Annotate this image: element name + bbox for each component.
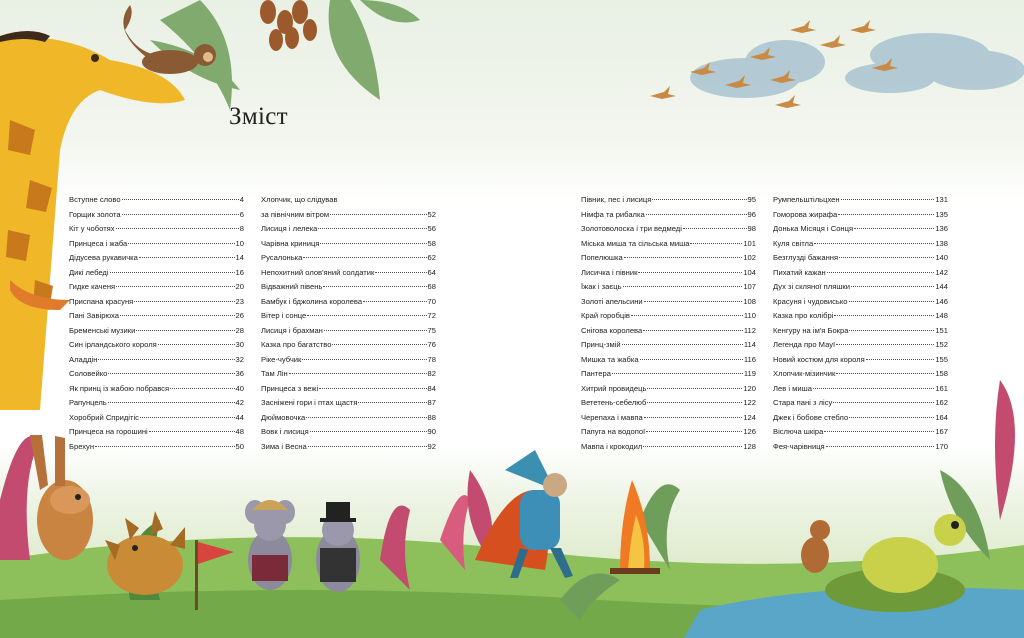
toc-entry-page: 58 <box>427 238 436 248</box>
toc-column-3 <box>581 195 756 456</box>
toc-entry-title: Німфа та рибалка <box>581 209 645 219</box>
toc-entry-title: Брехун <box>69 441 95 451</box>
toc-entry-page: 144 <box>935 282 948 291</box>
toc-entry-page: 135 <box>935 209 948 219</box>
toc-entry[interactable] <box>581 442 756 457</box>
toc-leader-dots <box>826 446 935 447</box>
toc-entry-title: Хоробрий Спридітіс <box>69 412 139 422</box>
toc-entry[interactable] <box>773 297 948 312</box>
toc-entry[interactable] <box>581 195 756 210</box>
toc-entry-page: 87 <box>427 398 436 407</box>
toc-entry-title: Лисичка і півник <box>581 267 638 277</box>
toc-entry-title: Міська миша та сільська миша <box>581 238 690 248</box>
toc-entry-title: Лев і миша <box>773 383 812 393</box>
toc-entry-page: 96 <box>747 209 756 219</box>
toc-leader-dots <box>824 431 934 432</box>
toc-entry-title: Куля світла <box>773 238 814 248</box>
toc-entry[interactable] <box>261 297 436 312</box>
toc-entry-title: Соловейко <box>69 369 108 378</box>
toc-leader-dots <box>332 344 426 345</box>
toc-entry-page: 161 <box>935 383 948 393</box>
toc-entry[interactable] <box>773 398 948 413</box>
toc-leader-dots <box>324 330 427 331</box>
toc-entry-title: Дух зі скляної пляшки <box>773 282 850 291</box>
toc-entry[interactable] <box>773 210 948 225</box>
toc-entry[interactable] <box>773 311 948 326</box>
toc-entry-page: 148 <box>935 311 948 320</box>
toc-entry-page: 101 <box>743 238 756 248</box>
toc-entry[interactable] <box>581 340 756 355</box>
toc-entry-page: 52 <box>427 209 436 219</box>
toc-entry-title: Горщик золота <box>69 209 121 219</box>
toc-entry-page: 64 <box>427 267 436 277</box>
toc-leader-dots <box>136 330 234 331</box>
toc-leader-dots <box>149 431 235 432</box>
toc-entry-page: 78 <box>427 354 436 364</box>
hedgehog-icon <box>105 511 185 595</box>
toc-entry[interactable] <box>773 442 948 457</box>
toc-entry-title: Стара пані з лісу <box>773 398 833 407</box>
toc-entry-title: Непохитний олов'яний солдатик <box>261 267 375 277</box>
toc-entry-page: 162 <box>935 398 948 407</box>
toc-entry[interactable] <box>773 340 948 355</box>
toc-leader-dots <box>839 257 934 258</box>
toc-leader-dots <box>323 286 426 287</box>
toc-leader-dots <box>122 199 239 200</box>
toc-entry-page: 158 <box>935 369 948 378</box>
toc-entry-title: Син ірландського короля <box>69 340 157 349</box>
toc-entry[interactable] <box>69 311 244 326</box>
toc-entry-title: Донька Місяця і Сонця <box>773 224 854 233</box>
toc-entry[interactable] <box>69 195 244 210</box>
toc-entry-page: 131 <box>935 195 948 204</box>
toc-entry[interactable] <box>69 282 244 297</box>
toc-leader-dots <box>624 257 743 258</box>
toc-entry-title: Золотоволоска і три ведмеді <box>581 224 682 233</box>
toc-entry-page: 56 <box>427 224 436 233</box>
toc-entry-page: 42 <box>235 398 244 407</box>
toc-entry-page: 151 <box>935 325 948 335</box>
toc-entry-page: 167 <box>935 427 948 436</box>
toc-entry-page: 75 <box>427 325 436 335</box>
toc-leader-dots <box>841 199 935 200</box>
toc-entry[interactable] <box>581 413 756 428</box>
toc-entry-title: Казка про багатство <box>261 340 332 349</box>
toc-leader-dots <box>644 301 743 302</box>
toc-entry[interactable] <box>261 413 436 428</box>
toc-entry-page: 4 <box>239 195 244 204</box>
toc-entry[interactable] <box>261 340 436 355</box>
toc-leader-dots <box>836 344 934 345</box>
toc-entry-title: Папуга на водопої <box>581 427 646 436</box>
toc-entry[interactable] <box>261 442 436 457</box>
toc-entry[interactable] <box>581 282 756 297</box>
toc-entry-page: 98 <box>747 224 756 233</box>
toc-leader-dots <box>849 417 934 418</box>
toc-entry-title: Лисиця і лелека <box>261 224 318 233</box>
toc-entry[interactable] <box>261 427 436 442</box>
toc-entry-title: Золоті апельсини <box>581 296 643 306</box>
toc-entry-title: Дюймовочка <box>261 412 306 422</box>
toc-leader-dots <box>640 359 743 360</box>
toc-leader-dots <box>110 272 235 273</box>
toc-entry-title: Хитрий провидець <box>581 383 647 393</box>
toc-entry[interactable] <box>69 297 244 312</box>
toc-leader-dots <box>358 402 426 403</box>
toc-leader-dots <box>638 272 742 273</box>
toc-leader-dots <box>622 344 743 345</box>
toc-entry-title: Ріке-чубчик <box>261 354 302 364</box>
toc-entry-page: 90 <box>427 427 436 436</box>
toc-entry-page: 30 <box>235 340 244 349</box>
toc-entry-title: Приспана красуня <box>69 296 134 306</box>
toc-entry-page: 108 <box>743 296 756 306</box>
toc-entry-page: 124 <box>743 412 756 422</box>
toc-column-4 <box>773 195 948 456</box>
toc-entry-title: Лисиця і брахман <box>261 325 323 335</box>
toc-leader-dots <box>108 373 234 374</box>
toc-leader-dots <box>866 359 935 360</box>
toc-leader-dots <box>139 257 235 258</box>
toc-entry[interactable] <box>773 355 948 370</box>
toc-leader-dots <box>851 286 934 287</box>
toc-leader-dots <box>849 330 934 331</box>
toc-entry[interactable] <box>69 224 244 239</box>
toc-entry-title: Гоморова жирафа <box>773 209 838 219</box>
toc-entry-page: 48 <box>235 427 244 436</box>
toc-entry-title: Принц-змій <box>581 340 621 349</box>
toc-entry-title: Фея-чарівниця <box>773 441 825 451</box>
toc-entry-title: Легенда про Мауї <box>773 340 836 349</box>
toc-entry-page: 28 <box>235 325 244 335</box>
toc-entry[interactable] <box>261 253 436 268</box>
toc-leader-dots <box>116 286 234 287</box>
toc-entry-title: Півник, пес і лисиця <box>581 195 652 204</box>
toc-entry[interactable] <box>773 384 948 399</box>
toc-entry-page: 8 <box>239 224 244 233</box>
toc-entry-page: 110 <box>743 311 756 320</box>
toc-entry-title: Вступне слово <box>69 195 121 204</box>
toc-entry[interactable] <box>261 355 436 370</box>
toc-leader-dots <box>170 388 234 389</box>
toc-entry-title: Бременські музики <box>69 325 136 335</box>
toc-leader-dots <box>375 272 426 273</box>
toc-entry-page: 62 <box>427 253 436 262</box>
monkey-right-icon <box>801 520 830 573</box>
toc-leader-dots <box>128 243 234 244</box>
toc-entry[interactable] <box>773 195 948 210</box>
toc-leader-dots <box>122 214 239 215</box>
toc-entry-title: Пані Завірюха <box>69 311 119 320</box>
toc-column-1 <box>69 195 244 456</box>
toc-entry-title: Принцеса з вежі <box>261 383 319 393</box>
toc-entry-page: 102 <box>743 253 756 262</box>
toc-leader-dots <box>631 315 743 316</box>
toc-entry-title: Кіт у чоботях <box>69 224 115 233</box>
toc-leader-dots <box>330 214 426 215</box>
toc-entry-title: Вітер і сонце <box>261 311 307 320</box>
toc-entry[interactable] <box>69 355 244 370</box>
toc-entry[interactable] <box>69 427 244 442</box>
toc-leader-dots <box>833 402 934 403</box>
toc-leader-dots <box>95 446 234 447</box>
toc-entry[interactable] <box>773 282 948 297</box>
toc-entry[interactable] <box>581 355 756 370</box>
toc-entry-page: 76 <box>427 340 436 349</box>
toc-entry-page: 152 <box>935 340 948 349</box>
toc-leader-dots <box>303 257 426 258</box>
toc-entry-title: Дідусева рукавичка <box>69 253 138 262</box>
toc-entry-title: Красуня і чудовисько <box>773 296 848 306</box>
toc-leader-dots <box>623 286 743 287</box>
toc-leader-dots <box>158 344 235 345</box>
toc-leader-dots <box>612 373 743 374</box>
toc-leader-dots <box>319 388 426 389</box>
toc-entry-page: 92 <box>427 441 436 451</box>
toc-leader-dots <box>813 388 934 389</box>
toc-entry-title: Чарівна криниця <box>261 238 320 248</box>
toc-column-2 <box>261 195 436 456</box>
toc-entry-page: 116 <box>743 354 756 364</box>
toc-entry-page: 107 <box>743 282 756 291</box>
toc-entry-page: 120 <box>743 383 756 393</box>
toc-leader-dots <box>854 228 934 229</box>
toc-entry[interactable] <box>69 340 244 355</box>
toc-entry[interactable] <box>261 239 436 254</box>
toc-leader-dots <box>683 228 747 229</box>
toc-entry[interactable] <box>69 326 244 341</box>
toc-entry-title: Хлопчик-мізинчик <box>773 369 836 378</box>
toc-entry-title: Там Лін <box>261 369 288 378</box>
toc-entry-title: Снігова королева <box>581 325 643 335</box>
toc-entry[interactable] <box>261 398 436 413</box>
toc-entry[interactable] <box>581 369 756 384</box>
toc-entry[interactable] <box>261 195 436 210</box>
toc-entry[interactable] <box>69 398 244 413</box>
toc-entry[interactable] <box>581 239 756 254</box>
toc-entry-title: Пантера <box>581 369 611 378</box>
toc-entry[interactable] <box>581 427 756 442</box>
toc-leader-dots <box>836 373 934 374</box>
toc-entry[interactable] <box>69 210 244 225</box>
toc-entry-page: 40 <box>235 383 244 393</box>
toc-entry-page: 146 <box>935 296 948 306</box>
toc-entry-page: 142 <box>935 267 948 277</box>
toc-entry-title: Кенгуру на ім'я Бокра <box>773 325 849 335</box>
toc-entry[interactable] <box>773 239 948 254</box>
date-palm-icon <box>260 0 317 51</box>
toc-entry-page: 10 <box>235 238 244 248</box>
toc-entry-page: 50 <box>235 441 244 451</box>
toc-entry-title: Аладдін <box>69 354 98 364</box>
toc-entry-page: 164 <box>935 412 948 422</box>
toc-leader-dots <box>320 243 426 244</box>
toc-leader-dots <box>120 315 235 316</box>
toc-entry[interactable] <box>69 268 244 283</box>
toc-entry[interactable] <box>261 384 436 399</box>
toc-leader-dots <box>289 373 427 374</box>
toc-entry-title: Бамбук і бджолина королева <box>261 296 363 306</box>
toc-entry[interactable] <box>261 369 436 384</box>
toc-entry[interactable] <box>581 224 756 239</box>
toc-entry[interactable] <box>773 369 948 384</box>
toc-entry-page: 16 <box>235 267 244 277</box>
toc-entry-page: 136 <box>935 224 948 233</box>
toc-entry-title: Новий костюм для короля <box>773 354 865 364</box>
toc-entry-page: 138 <box>935 238 948 248</box>
toc-entry-page: 70 <box>427 296 436 306</box>
toc-entry[interactable] <box>581 210 756 225</box>
toc-entry-page: 32 <box>235 354 244 364</box>
toc-leader-dots <box>134 301 234 302</box>
toc-entry-page: 95 <box>747 195 756 204</box>
toc-entry[interactable] <box>261 224 436 239</box>
toc-entry-title: Віслюча шкіра <box>773 427 824 436</box>
toc-leader-dots <box>834 315 934 316</box>
toc-leader-dots <box>98 359 234 360</box>
toc-leader-dots <box>849 301 935 302</box>
toc-entry-page: 140 <box>935 253 948 262</box>
toc-entry-title: за північним вітром <box>261 209 330 219</box>
toc-leader-dots <box>838 214 934 215</box>
toc-entry-page: 36 <box>235 369 244 378</box>
toc-leader-dots <box>108 402 235 403</box>
toc-entry-page: 128 <box>743 441 756 451</box>
page-title: Зміст <box>229 103 288 130</box>
toc-entry-title: Відважний півень <box>261 282 323 291</box>
toc-entry-title: Мавпа і крокодил <box>581 441 643 451</box>
toc-entry-page: 20 <box>235 282 244 291</box>
toc-entry[interactable] <box>261 311 436 326</box>
toc-entry[interactable] <box>773 253 948 268</box>
toc-entry-page: 72 <box>427 311 436 320</box>
toc-entry-page: 26 <box>235 311 244 320</box>
toc-entry-title: Вететень-себелюб <box>581 398 647 407</box>
toc-entry[interactable] <box>773 326 948 341</box>
toc-leader-dots <box>647 402 742 403</box>
toc-entry-page: 82 <box>427 369 436 378</box>
toc-entry[interactable] <box>773 427 948 442</box>
toc-entry-page: 6 <box>239 209 244 219</box>
toc-leader-dots <box>647 388 742 389</box>
toc-entry-page: 170 <box>935 441 948 451</box>
toc-entry-page: 114 <box>743 340 756 349</box>
toc-entry[interactable] <box>581 398 756 413</box>
toc-entry[interactable] <box>581 253 756 268</box>
toc-leader-dots <box>310 431 427 432</box>
toc-leader-dots <box>643 330 743 331</box>
toc-entry[interactable] <box>773 224 948 239</box>
toc-leader-dots <box>643 446 742 447</box>
toc-entry-title: Вовк і лисиця <box>261 427 309 436</box>
toc-entry-page: 88 <box>427 412 436 422</box>
toc-entry[interactable] <box>581 384 756 399</box>
toc-entry[interactable] <box>69 384 244 399</box>
toc-entry[interactable] <box>773 413 948 428</box>
toc-leader-dots <box>652 199 746 200</box>
cloud-icon <box>690 33 1024 98</box>
toc-entry[interactable] <box>69 442 244 457</box>
toc-leader-dots <box>308 446 427 447</box>
toc-entry[interactable] <box>773 268 948 283</box>
toc-entry-title: Принцеса на горошині <box>69 427 148 436</box>
toc-entry-page: 126 <box>743 427 756 436</box>
toc-entry-page: 14 <box>235 253 244 262</box>
toc-entry-title: Джек і бобове стебло <box>773 412 849 422</box>
toc-entry-title: Принцеса і жаба <box>69 238 128 248</box>
toc-leader-dots <box>646 431 742 432</box>
toc-entry-page: 122 <box>743 398 756 407</box>
toc-entry[interactable] <box>261 268 436 283</box>
toc-leader-dots <box>644 417 743 418</box>
toc-entry-title: Гидке каченя <box>69 282 116 291</box>
toc-leader-dots <box>306 417 426 418</box>
toc-entry-title: Попелюшка <box>581 253 623 262</box>
toc-entry-title: Засніжені гори і птах щастя <box>261 398 358 407</box>
toc-leader-dots <box>814 243 934 244</box>
toc-entry[interactable] <box>69 253 244 268</box>
toc-entry[interactable] <box>581 297 756 312</box>
toc-entry-page: 23 <box>235 296 244 306</box>
toc-entry-title: Казка про колібрі <box>773 311 834 320</box>
toc-entry-page: 84 <box>427 383 436 393</box>
toc-entry-page: 68 <box>427 282 436 291</box>
toc-entry-title: Черепаха і мавпа <box>581 412 643 422</box>
toc-leader-dots <box>646 214 747 215</box>
toc-leader-dots <box>363 301 426 302</box>
toc-leader-dots <box>827 272 935 273</box>
toc-leader-dots <box>116 228 239 229</box>
toc-entry[interactable] <box>69 413 244 428</box>
toc-entry-title: Рапунцель <box>69 398 107 407</box>
toc-entry-page: 112 <box>743 325 756 335</box>
toc-entry-title: Як принц із жабою побрався <box>69 383 170 393</box>
toc-entry-title: Безглузді бажання <box>773 253 839 262</box>
toc-entry-page: 44 <box>235 412 244 422</box>
toc-entry[interactable] <box>69 239 244 254</box>
toc-entry-title: Румпельштільцхен <box>773 195 840 204</box>
toc-entry-title: Дикі лебеді <box>69 267 109 277</box>
toc-leader-dots <box>307 315 426 316</box>
toc-entry-page: 155 <box>935 354 948 364</box>
toc-entry[interactable] <box>581 326 756 341</box>
toc-entry[interactable] <box>261 210 436 225</box>
toc-entry-title: Пихатий кажан <box>773 267 826 277</box>
toc-entry-page: 119 <box>743 369 756 378</box>
toc-entry-title: Зима і Весна <box>261 441 307 451</box>
toc-leader-dots <box>690 243 742 244</box>
toc-entry-title: Край горобців <box>581 311 630 320</box>
toc-entry-title: Їжак і заєць <box>581 282 622 291</box>
toc-entry-title: Русалонька <box>261 253 303 262</box>
toc-leader-dots <box>318 228 426 229</box>
toc-entry[interactable] <box>261 282 436 297</box>
toc-leader-dots <box>302 359 426 360</box>
toc-entry-title: Мишка та жабка <box>581 354 639 364</box>
toc-leader-dots <box>140 417 235 418</box>
toc-entry[interactable] <box>261 326 436 341</box>
toc-entry-title: Хлопчик, що слідував <box>261 195 338 204</box>
toc-entry[interactable] <box>69 369 244 384</box>
toc-entry[interactable] <box>581 311 756 326</box>
toc-entry-page: 104 <box>743 267 756 277</box>
toc-entry[interactable] <box>581 268 756 283</box>
